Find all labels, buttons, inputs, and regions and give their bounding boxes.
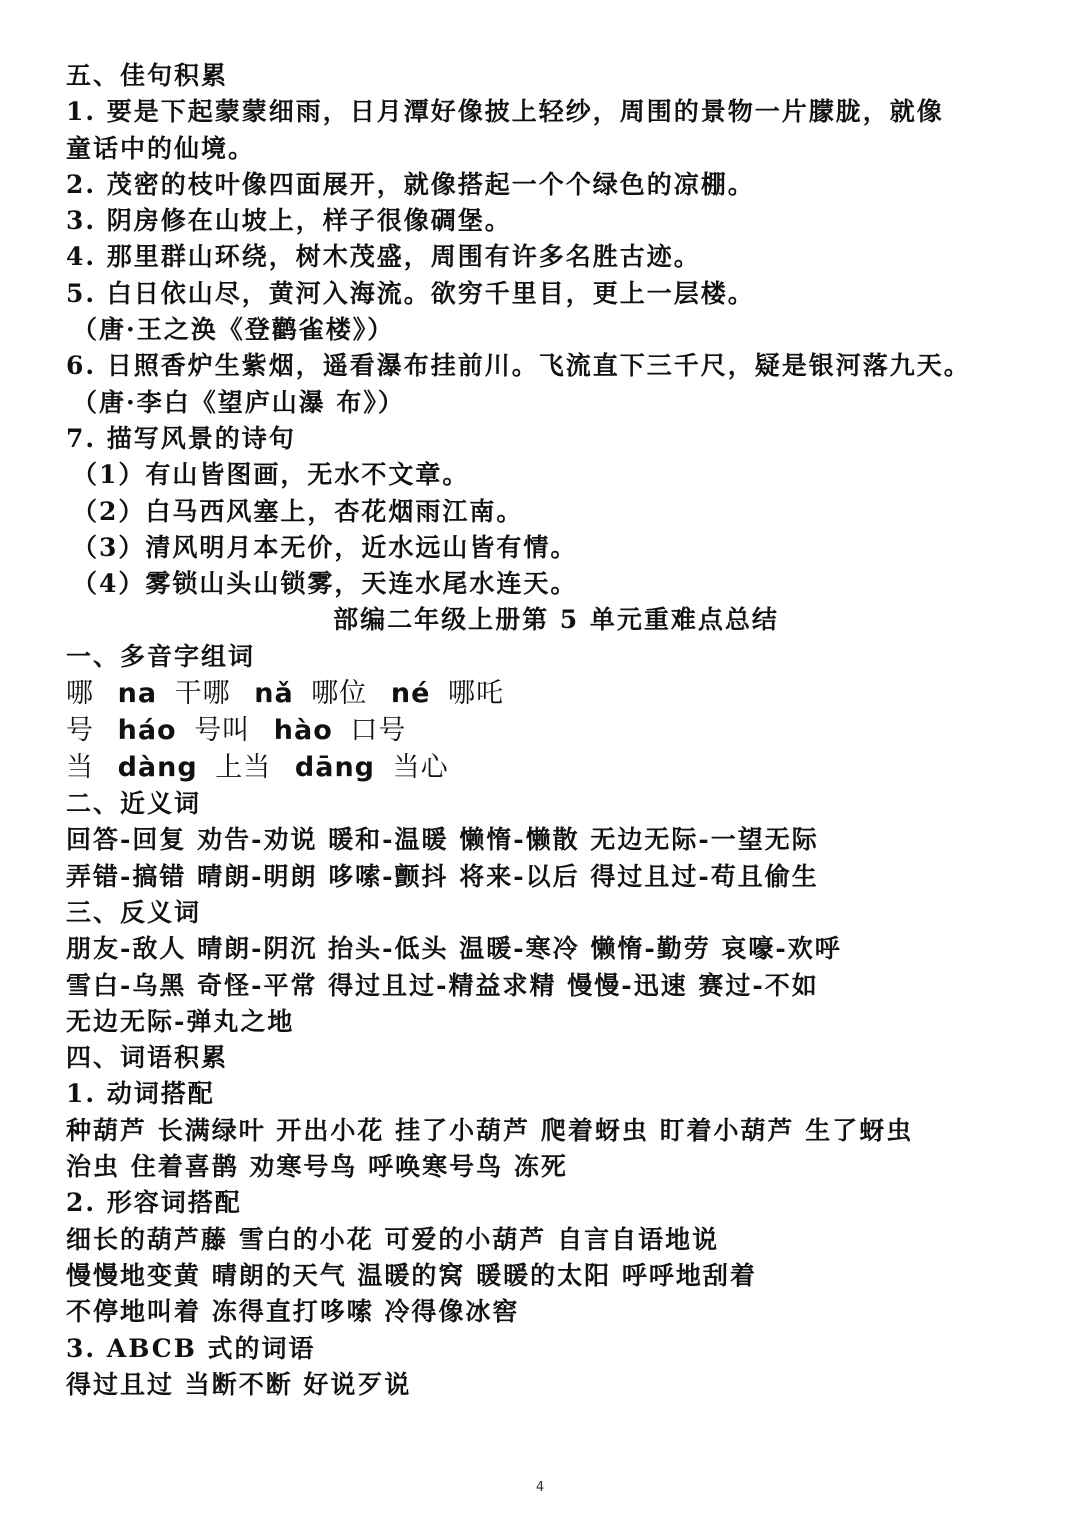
polyphonic-heading: 一、多音字组词 (66, 641, 256, 671)
polyphonic-word: 哪吒 (448, 678, 505, 710)
sentence-5-poem: 5. 白日依山尽，黄河入海流。欲穷千里目，更上一层楼。 (66, 278, 755, 308)
adjective-collocation-heading: 2. 形容词搭配 (66, 1188, 242, 1218)
pinyin: na (117, 678, 158, 710)
polyphonic-word: 哪位 (311, 678, 368, 710)
adjective-collocation-line: 细长的葫芦藤 雪白的小花 可爱的小葫芦 自言自语地说 (66, 1224, 720, 1254)
page-number: 4 (535, 1480, 545, 1495)
polyphonic-char: 哪 (66, 678, 94, 710)
polyphonic-word: 上当 (215, 752, 272, 784)
sentence-1-part-2: 童话中的仙境。 (66, 133, 256, 163)
verb-collocation-heading: 1. 动词搭配 (66, 1079, 215, 1109)
verb-collocation-line: 治虫 住着喜鹊 劝寒号鸟 呼唤寒号鸟 冻死 (66, 1152, 568, 1182)
polyphonic-char: 号 (66, 715, 94, 747)
pinyin: dāng (294, 752, 375, 784)
unit-title: 部编二年级上册第 5 单元重难点总结 (333, 605, 779, 635)
document-page (66, 58, 1026, 1403)
scenery-verse-4: （4）雾锁山头山锁雾，天连水尾水连天。 (72, 569, 578, 599)
sentence-1-part-1: 1. 要是下起蒙蒙细雨，日月潭好像披上轻纱，周围的景物一片朦胧，就像 (66, 97, 944, 127)
sentence-6-source: （唐·李白《望庐山瀑 布》） (72, 387, 405, 417)
antonyms-line: 雪白-乌黑 奇怪-平常 得过且过-精益求精 慢慢-迅速 赛过-不如 (66, 970, 819, 1000)
synonyms-line: 回答-回复 劝告-劝说 暖和-温暖 懒惰-懒散 无边无际-一望无际 (66, 825, 819, 855)
pinyin: hào (273, 715, 333, 747)
sentence-5-source: （唐·王之涣《登鹳雀楼》） (72, 315, 395, 345)
sentence-7-heading: 7. 描写风景的诗句 (66, 423, 296, 453)
sentence-3: 3. 阴房修在山坡上，样子很像碉堡。 (66, 206, 512, 236)
abcb-heading: 3. ABCB 式的词语 (66, 1333, 316, 1363)
polyphonic-word: 号叫 (194, 715, 251, 747)
pinyin: né (390, 678, 431, 710)
pinyin: háo (117, 715, 177, 747)
scenery-verse-2: （2）白马西风塞上，杏花烟雨江南。 (72, 496, 524, 526)
polyphonic-row (66, 675, 1026, 712)
polyphonic-row (66, 712, 1026, 749)
polyphonic-char: 当 (66, 752, 94, 784)
scenery-verse-1: （1）有山皆图画，无水不文章。 (72, 460, 470, 490)
sentence-6-poem: 6. 日照香炉生紫烟，遥看瀑布挂前川。飞流直下三千尺，疑是银河落九天。 (66, 351, 971, 381)
sentence-2: 2. 茂密的枝叶像四面展开，就像搭起一个个绿色的凉棚。 (66, 169, 755, 199)
antonyms-heading: 三、反义词 (66, 897, 202, 927)
synonyms-line: 弄错-搞错 晴朗-明朗 哆嗦-颤抖 将来-以后 得过且过-苟且偷生 (66, 861, 819, 891)
polyphonic-word: 口号 (350, 715, 407, 747)
abcb-line: 得过且过 当断不断 好说歹说 (66, 1369, 412, 1399)
adjective-collocation-line: 慢慢地变黄 晴朗的天气 温暖的窝 暖暖的太阳 呼呼地刮着 (66, 1260, 757, 1290)
synonyms-heading: 二、近义词 (66, 789, 202, 819)
antonyms-line: 无边无际-弹丸之地 (66, 1006, 295, 1036)
verb-collocation-line: 种葫芦 长满绿叶 开出小花 挂了小葫芦 爬着蚜虫 盯着小葫芦 生了蚜虫 (66, 1115, 914, 1145)
vocab-heading: 四、词语积累 (66, 1043, 229, 1073)
scenery-verse-3: （3）清风明月本无价，近水远山皆有情。 (72, 532, 578, 562)
polyphonic-word: 干哪 (174, 678, 231, 710)
polyphonic-row (66, 749, 1026, 786)
section-heading-good-sentences: 五、佳句积累 (66, 61, 229, 90)
antonyms-line: 朋友-敌人 晴朗-阴沉 抬头-低头 温暖-寒冷 懒惰-勤劳 哀嚎-欢呼 (66, 934, 842, 964)
pinyin: nǎ (254, 678, 294, 710)
adjective-collocation-line: 不停地叫着 冻得直打哆嗦 冷得像冰窖 (66, 1297, 520, 1327)
polyphonic-word: 当心 (392, 752, 449, 784)
pinyin: dàng (117, 752, 198, 784)
sentence-4: 4. 那里群山环绕，树木茂盛，周围有许多名胜古迹。 (66, 242, 701, 272)
